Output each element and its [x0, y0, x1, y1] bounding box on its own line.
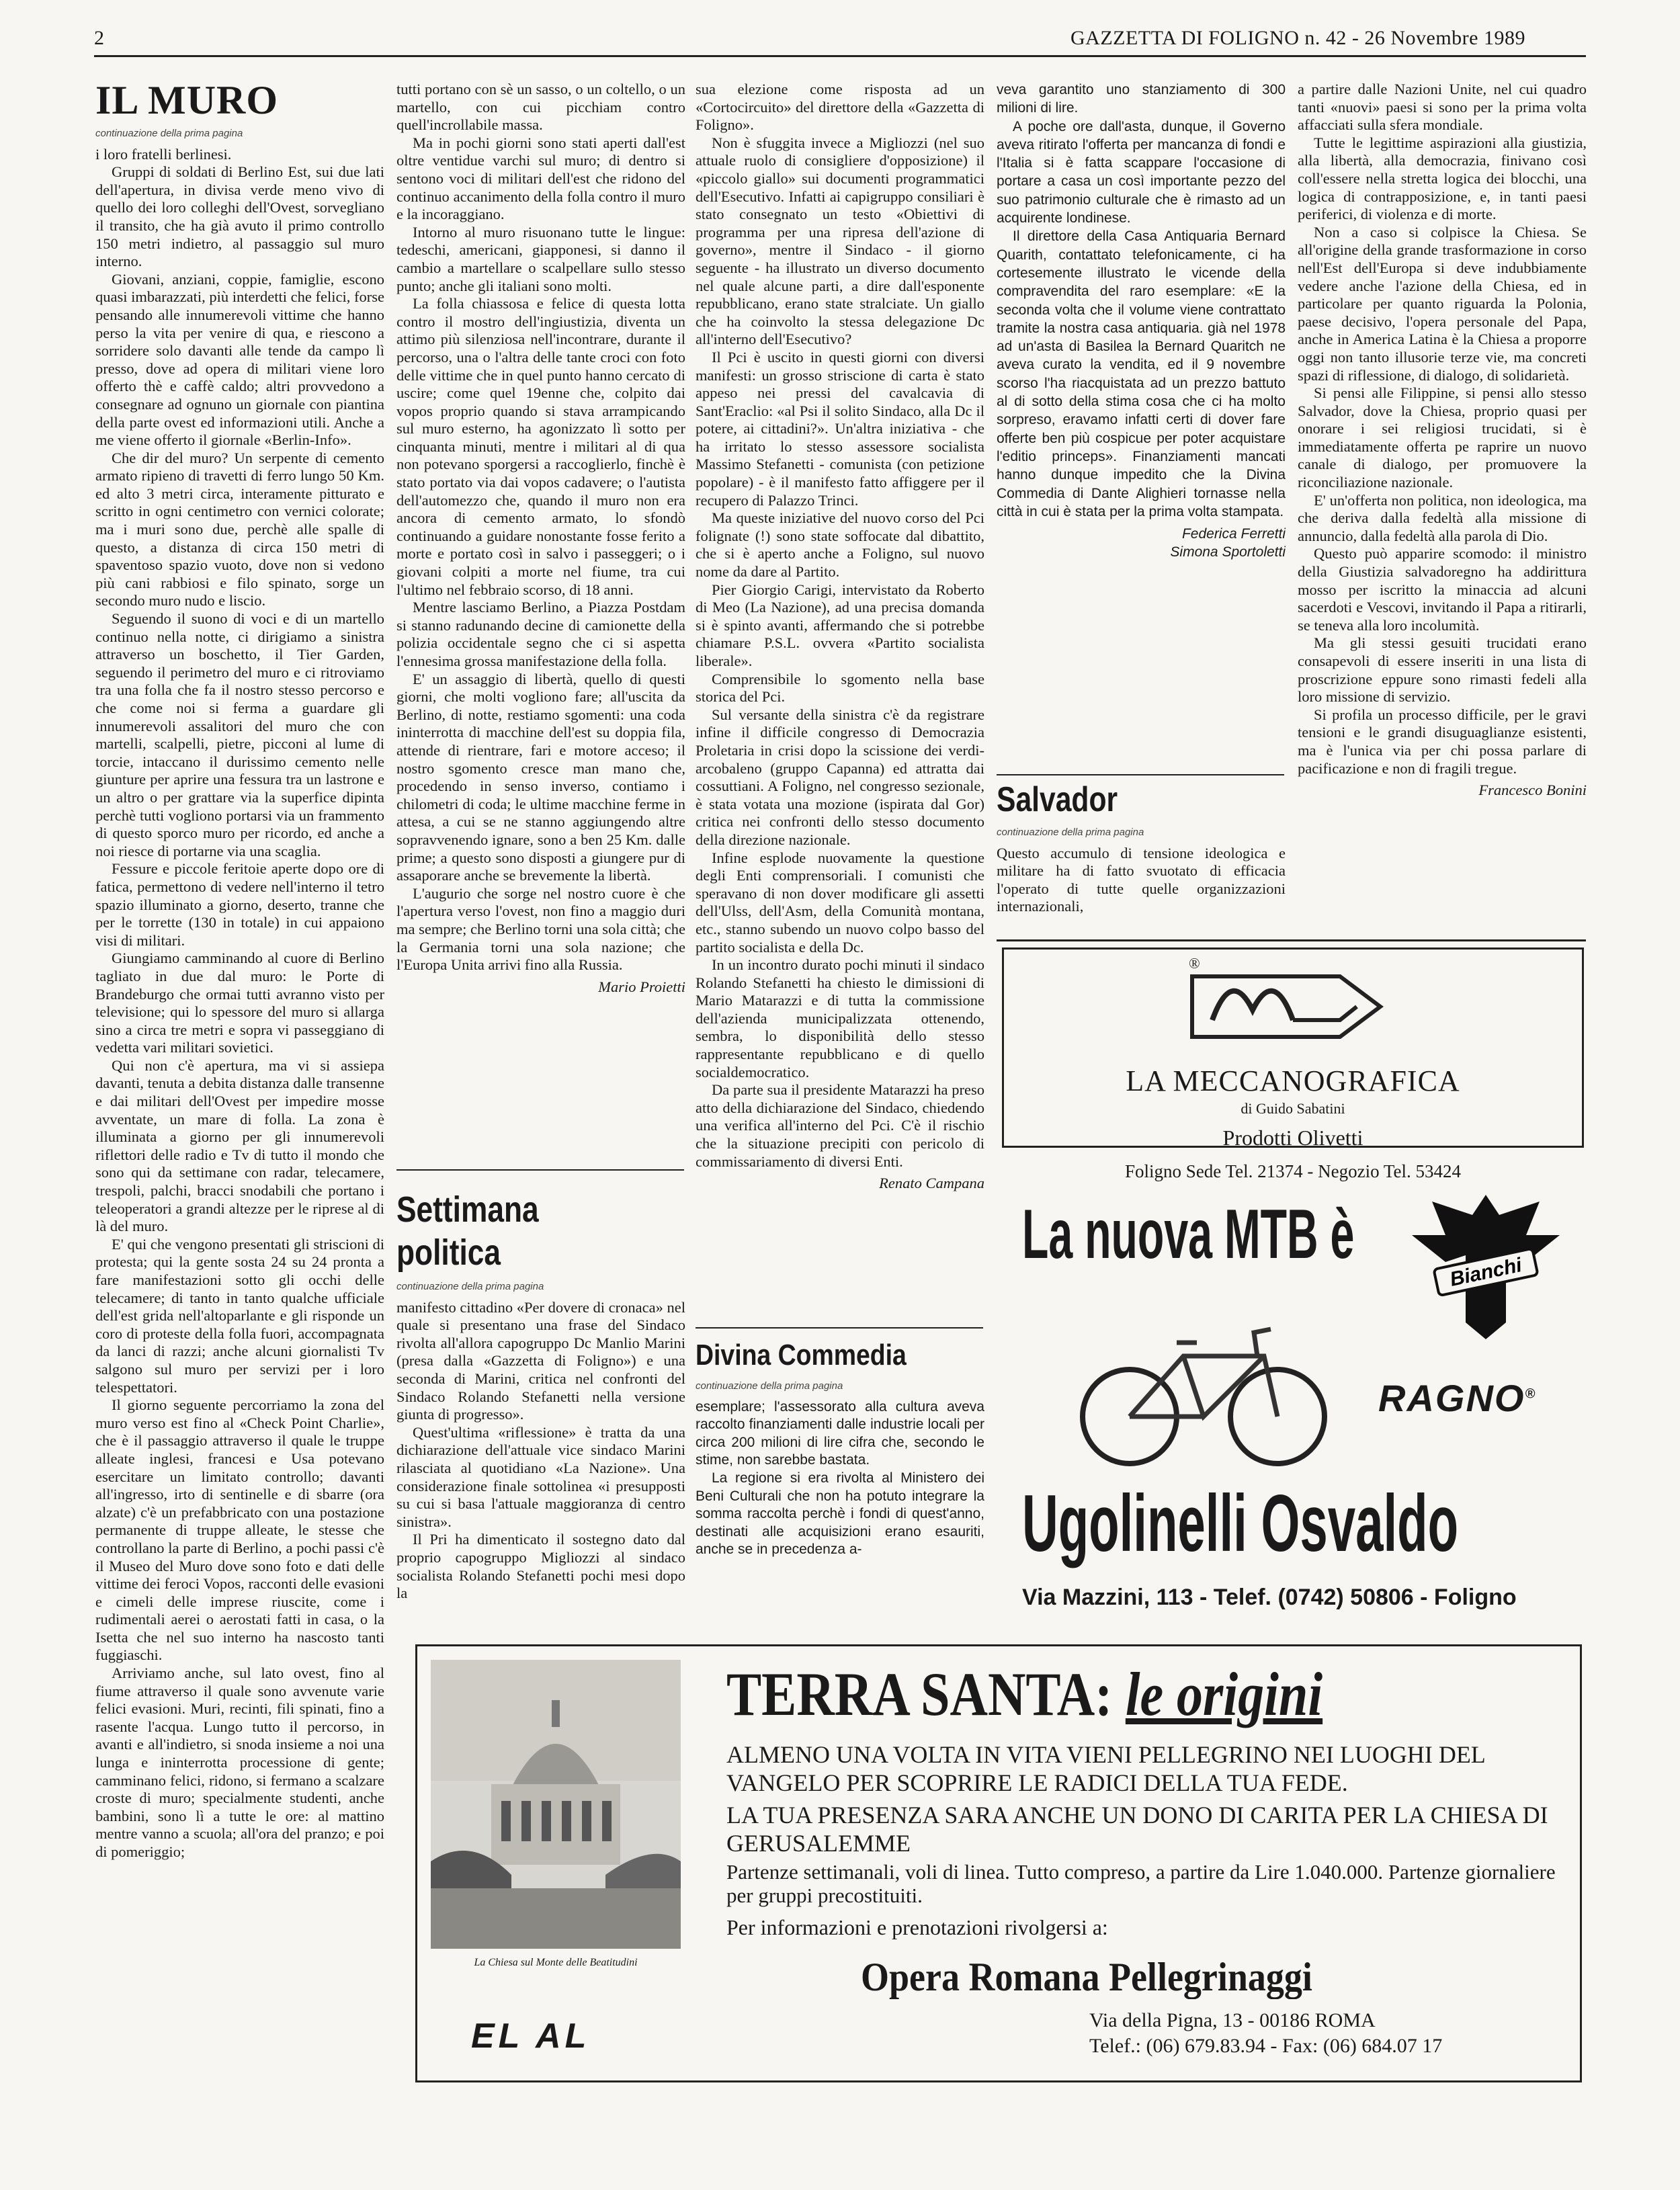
- article-body: [396, 1299, 685, 1424]
- paragraph: Non è sfuggita invece a Migliozzi (nel suo attuale ruolo di consigliere d'opposizione) il «piccolo giallo» sui documenti programmatici dell'Esecutivo. Infatti ai capigruppo consiliari è stato consegnato un testo «Obiettivi di programma per una ripresa dell'azione di governo», mentre il Sindaco - il giorno seguente - ha illustrato un diverso documento nel quale alcune parti, a dire dall'esponente repubblicano, erano state stralciate. Un giallo che ha coinvolto la stessa delegazione Dc all'interno dell'Esecutivo?: [696, 134, 984, 348]
- continuation-label: continuazione della prima pagina: [95, 128, 243, 139]
- ad-la-meccanografica: [1002, 947, 1584, 1148]
- article-body: [1298, 81, 1587, 134]
- article-body: [997, 845, 1286, 916]
- bicycle-photo: [1069, 1296, 1338, 1470]
- paragraph: Sul versante della sinistra c'è da registrare infine il difficile congresso di Democrazia Proletaria in crisi dopo la scissione dei verdi-arcobaleno (gruppo Capanna) ed attratta dai cossuttiani. A Foligno, nel congresso sezionale, è stata votata una mozione (ispirata dal Gor) critica nei confronti dello stesso documento della direzione nazionale.: [696, 706, 984, 848]
- ad-headline: La nuova MTB è: [1022, 1195, 1355, 1273]
- ad-mtb-bianchi: [1002, 1188, 1584, 1632]
- company-owner: di Guido Sabatini: [1241, 1100, 1345, 1117]
- ad-text-2: LA TUA PRESENZA SARA ANCHE UN DONO DI CARITA PER LA CHIESA DI GERUSALEMME: [726, 1802, 1548, 1857]
- paragraph: Che dir del muro? Un serpente di cemento armato ripieno di travetti di ferro lungo 50 Km. ed alto 3 metri circa, interamente pitturato e scritto in ogni centimetro con vernici colorate; ma i muri sono due, perchè alle spalle di questo, a distanza di circa 150 metri di spaventoso spazio vuoto, dove non si vedono più cani rabbiosi e filo spinato, sorge un secondo muro nudo e liscio.: [95, 449, 384, 609]
- article-body: [696, 81, 984, 134]
- article-title: IL MURO: [95, 79, 279, 122]
- el-al-logo: EL AL: [471, 2017, 591, 2056]
- article-salvador: [997, 780, 1286, 934]
- paragraph: Seguendo il suono di voci e di un martello continuo nella notte, ci dirigiamo a sinistra attraverso un boschetto, il Tier Garden, seguendo il perimetro del muro e ci ritroviamo tra una folla che fa il nostro stesso percorso e che come noi si ferma a guardare gli innumerevoli assalitori del muro che con martelli, scalpelli, pietre, picconi al lume di torcie, intaccano il durissimo cemento nelle giunture per aprire una fessura tra un lastrone e un altro o per grattare via la superfice dipinta perchè tutti vogliono portarsi via un frammento di questo sporco muro per ricordo, ed anche a noi riesce di portarne via una scaglia.: [95, 610, 384, 859]
- paragraph: Ma in pochi giorni sono stati aperti dall'est oltre ventidue varchi sul muro; di dentro si sentono voci di militari dell'est che ridono del continuo accanimento della folla contro il muro e la incoraggiano.: [396, 134, 685, 223]
- article-body: [997, 81, 1286, 118]
- company-contacts: Foligno Sede Tel. 21374 - Negozio Tel. 53424: [1125, 1161, 1461, 1181]
- paragraph: Il giorno seguente percorriamo la zona del muro verso est fino al «Check Point Charlie», che è il passaggio attraverso il quale le truppe alleate inglesi, francesi e Usa potevano esercitare un limitato controllo; davanti all'ingresso, irto di sentinelle e di sbarre (ora alzate) c'è un prefabbricato con una postazione permanente di truppe alleate, le stesse che controllano la parte di Berlino, a pochi passi c'è il Museo del Muro dove sono foto e dati delle vittime dei feroci Vopos, racconti delle evasioni e cimeli delle imprese riuscite, come i rudimentali aerei o aerostati fatti in casa, o la Isetta che nel suo interno ha nascosto tanti fuggiaschi.: [95, 1396, 384, 1664]
- section-rule: [997, 774, 1284, 775]
- model-label: RAGNO: [1378, 1377, 1525, 1419]
- article-body: [696, 1470, 984, 1559]
- paragraph: Il direttore della Casa Antiquaria Bernard Quarith, contattato telefonicamente, ci ha cortesemente illustrato le vicende della compravendita del raro esemplare: «E la seconda volta che il volume viene contrattato tramite la nostra casa antiquaria. già nel 1978 ad un'asta di Basilea la Bernard Quaritch ne aveva curato la vendita, ed il 9 novembre scorso l'ha riacquistata ad un prezzo battuto al di sotto della stima cosa che ci ha molto sorpreso, eravamo infatti certi di dover fare offerte ben più cospicue per poter acquistare l'editio princeps». Finanziamenti mancati hanno dunque impedito che la Divina Commedia di Dante Alighieri tornasse nella città in cui è stata per la prima volta stampata.: [997, 228, 1286, 519]
- section-rule: [696, 1327, 983, 1329]
- dealer-address: Via Mazzini, 113 - Telef. (0742) 50806 - Foligno: [1022, 1585, 1517, 1610]
- paragraph: Non a caso si colpisce la Chiesa. Se all'origine della grande trasformazione in corso nell'Est dell'Europa si deve indubbiamente vedere anche l'azione della Chiesa, ed in particolare per quanto riguarda la Polonia, paese decisivo, l'opera personale del Papa, anche in America Latina è la Chiesa a proporre oggi non tanto illusorie terze vie, ma concreti spazi di riflessione, di dialogo, di solidarietà.: [1298, 223, 1587, 384]
- bianchi-eagle-logo-icon: [1405, 1188, 1566, 1343]
- meccanografica-logo-icon: [1185, 970, 1387, 1044]
- dealer-name: Ugolinelli Osvaldo: [1022, 1478, 1459, 1568]
- paragraph: Si pensi alle Filippine, si pensi allo stesso Salvador, dove la Chiesa, proprio quasi per onorare i sei religiosi trucidati, si è immediatamente offerta pe raprire un nuovo canale di dialogo, per promuovere la riconciliazione nazionale.: [1298, 384, 1587, 491]
- paragraph: La regione si era rivolta al Ministero dei Beni Culturali che non ha potuto integrare la somma raccolta perchè i fondi di quest'anno, destinati alle acquisizioni erano esauriti, anche se in precedenza a-: [696, 1470, 984, 1558]
- article-title: Salvador: [997, 780, 1118, 819]
- company-products: Prodotti Olivetti: [1222, 1126, 1363, 1150]
- paragraph: manifesto cittadino «Per dovere di cronaca» nel quale si presentano una frase del Sindaco rivolta all'allora capogruppo Dc Manlio Marini (presa dalla «Gazzetta di Foligno») e una seconda di Marini, critica nel confronti del Sindaco Rolando Stefanetti nella versione giunta di progresso».: [396, 1298, 685, 1423]
- article-settimana-politica-col3: [696, 81, 984, 1337]
- registered-mark: ®: [1189, 955, 1200, 972]
- paragraph: a partire dalle Nazioni Unite, nel cui quadro tanti «nuovi» paesi si sono per la prima volta affacciati sulla sfera mondiale.: [1298, 81, 1587, 134]
- paragraph: Si profila un processo difficile, per le gravi tensioni e le grandi disuguaglianze esistenti, ma è l'unica via per chi possa parlare di pacificazione e non di fragili tregue.: [1298, 706, 1587, 777]
- paragraph: Ma queste iniziative del nuovo corso del Pci folignate (!) sono state soffocate dal dibattito, che si è aperto anche a Foligno, sul nuovo nome da dare al Partito.: [696, 509, 984, 581]
- author-signature: Francesco Bonini: [1478, 782, 1587, 799]
- paragraph: Quest'ultima «riflessione» è tratta da una dichiarazione dell'attuale vice sindaco Marini rilasciata al quotidiano «La Nazione». Una considerazione finale sottolinea «i presupposti su cui si basa l'attuale maggioranza di centro sinistra».: [396, 1423, 685, 1530]
- continuation-label: continuazione della prima pagina: [696, 1380, 843, 1392]
- article-body: [396, 1424, 685, 1603]
- paragraph: Arriviamo anche, sul lato ovest, fino al fiume attraverso il quale sono avvenute varie felici evasioni. Muri, recinti, fili spinati, fino a rasente l'acqua. Lungo tutto il percorso, in avanti e all'indietro, si snoda insieme a noi una lunga e ininterrotta processione di gente; camminano felici, ridono, si fermano a scalzare croste di muro; specialmente studenti, anche bambini, sono lì a tutte le ore: al mattino mentre vanno a scuola; all'ora del pranzo; e poi di pomeriggio;: [95, 1665, 384, 1860]
- article-body: [95, 146, 384, 164]
- paragraph: Gruppi di soldati di Berlino Est, sui due lati dell'apertura, in divisa verde meno vivo di quello dei loro colleghi dell'Ovest, sorvegliano il transito, che ha già avuto il primo controllo 150 metri indietro, al passaggio sul muro interno.: [95, 163, 384, 270]
- ad-title-italic: le origini: [1125, 1660, 1323, 1728]
- paragraph: E' qui che vengono presentati gli striscioni di protesta; qui la gente sosta 24 su 24 pronta a fare manifestazioni sotto gli occhi delle telecamere; di tanto in tanto qualche ufficiale dell'est grida nell'altoparlante e gli risponde un coro di proteste della folla fuori, accompagnata da lanci di razzi; anche alcuni giornalisti Tv salgono sul muro per servizi per i loro telespettatori.: [95, 1235, 384, 1396]
- paragraph: La folla chiassosa e felice di questa lotta contro il mostro dell'ingiustizia, diventa un attimo più silenziosa nell'incontrare, durante il percorso, una o l'altra delle tante croci con foto delle vittime che in quel punto hanno cercato di uscire; come quel 19enne che, colpito dai vopos proprio quando si stava arrampicando sul muro esterno, ha agonizzato lì sotto per cinquanta minuti, mentre i militari al di qua non potevano sporgersi a raccoglierlo, finchè è stato portato via dai vopos cadavere; o l'autista dell'automezzo che, quando il muro non era ancora di cemento armato, lo sfondò continuando a guidare nonostante fosse ferito a morte e portato così in salvo i passeggeri; o i giovani colpiti a morte nel fiume, tra cui l'ultimo nel febbraio scorso, di 18 anni.: [396, 295, 685, 598]
- paragraph: Questo può apparire scomodo: il ministro della Giustizia salvadoregno ha addirittura mosso per iscritto la minaccia ad alcuni sacerdoti e Vescovi, invitando il Papa a ritirarli, se teneva alla loro incolumità.: [1298, 545, 1587, 634]
- article-il-muro-col1: [95, 79, 384, 2102]
- model-name: [1378, 1376, 1536, 1420]
- article-body: [997, 118, 1286, 521]
- article-body: [696, 1398, 984, 1470]
- author-signature: Mario Proietti: [598, 978, 685, 995]
- organizer-name: Opera Romana Pellegrinaggi: [861, 1955, 1312, 1999]
- paragraph: Pier Giorgio Carigi, intervistato da Roberto di Meo (La Nazione), ad una precisa domanda si è spinto avanti, affermando che si potrebbe chiamare P.S.L. ovvera «Partito socialista liberale».: [696, 581, 984, 669]
- ad-title: [726, 1658, 1322, 1730]
- paragraph: Intorno al muro risuonano tutte le lingue: tedeschi, americani, giapponesi, si danno il cambio a martellare o scalpellare sullo stesso punto; anche gli italiani sono molti.: [396, 223, 685, 294]
- paragraph: L'augurio che sorge nel nostro cuore è che l'apertura verso l'ovest, non fino a maggio duri ma sempre; che Berlino torni una sola città; che la Germania torni una sola nazione; che l'Europa Unita arrivi fino alla Russia.: [396, 884, 685, 974]
- continuation-label: continuazione della prima pagina: [997, 827, 1144, 838]
- church-photo: [431, 1660, 681, 1949]
- author-signature: Renato Campana: [879, 1175, 984, 1192]
- paragraph: Infine esplode nuovamente la questione degli Enti comprensoriali. I comunisti che speravano di non dover modificare gli assetti dell'Ulss, dell'Asm, della Comunità montana, etc., stanno subendo un nuovo colpo basso del partito socialista e della Dc.: [696, 849, 984, 956]
- article-body: [1298, 134, 1587, 777]
- organizer-phone: Telef.: (06) 679.83.94 - Fax: (06) 684.07 17: [1089, 2035, 1443, 2057]
- article-title: politica: [396, 1232, 501, 1273]
- paragraph: A poche ore dall'asta, dunque, il Governo aveva ritirato l'offerta per mancanza di fondi e l'Italia si è fatta scappare l'occasione di portare a casa un così importante pezzo del suo patrimonio culturale che è rimasto ad un acquirente londinese.: [997, 118, 1286, 226]
- author-signature: Federica Ferretti: [1181, 526, 1286, 542]
- newspaper-masthead: GAZZETTA DI FOLIGNO n. 42 - 26 Novembre 1989: [1070, 27, 1525, 49]
- paragraph: Giovani, anziani, coppie, famiglie, escono quasi imbarazzati, più interdetti che felici, forse pensando alle innumerevoli vittime che hanno perso la vita per venire di qua, e riescono a sorridere solo davanti alle tende da campo lì presso, dove ad opera di militari viene loro offerto thè e caffè caldo; altri provvedono a consegnare ad ognuno un giornale con piantina della parte ovest ed informazioni utili. Anche a me viene offerto il giornale «Berlin-Info».: [95, 270, 384, 449]
- paragraph: Il Pci è uscito in questi giorni con diversi manifesti: un grosso striscione di carta è stato appeso nei pressi del cavalcavia di Sant'Eraclio: «al Psi il solito Sindaco, alla Dc il potere, ai cittadini?». Un'altra iniziativa - che ha irritato lo stesso assessore socialista Massimo Stefanetti - comunista (con petizione popolare) - è il manifesto fatto affiggere per il recupero di Palazzo Trinci.: [696, 348, 984, 509]
- paragraph: Mentre lasciamo Berlino, a Piazza Postdam si stanno radunando decine di camionette della polizia occidentale segno che ci si aspetta l'ennesima grossa manifestazione della folla.: [396, 599, 685, 669]
- paragraph: Giungiamo camminando al cuore di Berlino tagliato in due dal muro: le Porte di Brandeburgo che ormai tutti avranno visto per televisione; qui lo spessore del muro si allarga sino a circa tre metri e sopra vi passeggiano di vedetta vari militari sovietici.: [95, 950, 384, 1056]
- continuation-label: continuazione della prima pagina: [396, 1281, 544, 1292]
- ad-text-1: ALMENO UNA VOLTA IN VITA VIENI PELLEGRINO NEI LUOGHI DEL VANGELO PER SCOPRIRE LE RADICI DELLA TUA FEDE.: [726, 1741, 1485, 1796]
- bianchi-logo-text: Bianchi: [1447, 1254, 1524, 1291]
- ad-text-4: Per informazioni e prenotazioni rivolgersi a:: [726, 1915, 1108, 1939]
- paragraph: veva garantito uno stanziamento di 300 milioni di lire.: [997, 82, 1286, 116]
- paragraph: i loro fratelli berlinesi.: [95, 145, 232, 163]
- section-rule: [997, 939, 1586, 941]
- paragraph: Questo accumulo di tensione ideologica e militare ha di fatto svuotato di efficacia l'operato di tutte quelle organizzazioni internazionali,: [997, 844, 1286, 915]
- article-title: Divina Commedia: [696, 1339, 907, 1372]
- organizer-address: Via della Pigna, 13 - 00186 ROMA: [1089, 2009, 1376, 2031]
- company-name: LA MECCANOGRAFICA: [1126, 1064, 1460, 1097]
- paragraph: Ma gli stessi gesuiti trucidati erano consapevoli di essere inseriti in una lista di proscrizione eppure sono rimasti fedeli alla loro missione di servizio.: [1298, 634, 1587, 706]
- paragraph: tutti portano con sè un sasso, o un coltello, o un martello, con cui picchiam contro quell'incrollabile massa.: [396, 81, 685, 134]
- article-title: Settimana: [396, 1189, 539, 1230]
- registered-mark: ®: [1525, 1386, 1537, 1402]
- paragraph: Da parte sua il presidente Matarazzi ha preso atto della dichiarazione del Sindaco, chiedendo una verifica all'interno del Pci. C'è il rischio che la situazione precipiti con pericolo di commissariamento di diversi Enti.: [696, 1081, 984, 1170]
- ad-terra-santa: [415, 1644, 1582, 2082]
- photo-caption: La Chiesa sul Monte delle Beatitudini: [474, 1957, 638, 1968]
- paragraph: E' un'offerta non politica, non ideologica, ma che deriva dalla fedeltà alla missione di annuncio, dalla fedeltà alla parola di Dio.: [1298, 491, 1587, 544]
- article-divina-commedia-col4: [997, 81, 1286, 773]
- article-body: [696, 134, 984, 1171]
- paragraph: E' un assaggio di libertà, quello di questi giorni, che molti vogliono fare; all'uscita da Berlino, di notte, restiamo sgomenti: una coda ininterrotta di macchine dell'est su doppia fila, attende di rientrare, fari e motore acceso; il nostro sgomento cresce man mano che, procedendo in senso inverso, contiamo i chilometri di coda; le ultime macchine ferme in attesa, a cui se ne stanno aggiungendo altre sopravvenendo ignare, sono a ben 25 Km. dalle prime; a questo sono disposti a giungere pur di assaporare anche se brevemente la libertà.: [396, 670, 685, 884]
- paragraph: Fessure e piccole feritoie aperte dopo ore di fatica, permettono di vedere nell'interno il tetro spazio illuminato a giorno, deserto, tranne che per le torrette (130 in totale) in cui appaiono visi di militari.: [95, 860, 384, 949]
- article-salvador-col5: [1298, 81, 1587, 947]
- author-signature: Simona Sportoletti: [1170, 544, 1286, 560]
- ad-text-3: Partenze settimanali, voli di linea. Tutto compreso, a partire da Lire 1.040.000. Partenze giornaliere per gruppi precostituiti.: [726, 1860, 1556, 1907]
- paragraph: Comprensibile lo sgomento nella base storica del Pci.: [696, 670, 984, 706]
- header-rule: [94, 55, 1586, 57]
- article-body: [95, 163, 384, 1861]
- ad-title-main: TERRA SANTA:: [726, 1660, 1113, 1728]
- paragraph: Qui non c'è apertura, ma vi si assiepa davanti, tenuta a debita distanza dalle transenne e dai militari dell'Ovest per impedire mosse avventate, un mare di folla. La zona è illuminata a giorno per gli innumerevoli riflettori delle radio e Tv di tutto il mondo che sono qui da settimane con radar, telecamere, trespoli, palchi, bracci snodabili che portano i teleoperatori a grandi altezze per le riprese al di là del muro.: [95, 1056, 384, 1235]
- paragraph: esemplare; l'assessorato alla cultura aveva raccolto finanziamenti dalle industrie locali per circa 200 milioni di lire cifra che, secondo le stime, non sarebbe bastata.: [696, 1398, 984, 1468]
- paragraph: sua elezione come risposta ad un «Cortocircuito» del direttore della «Gazzetta di Foligno».: [696, 81, 984, 134]
- article-il-muro-col2: [396, 81, 685, 1156]
- paragraph: Il Pri ha dimenticato il sostegno dato dal proprio capogruppo Migliozzi al sindaco socialista Rolando Stefanetti pochi mesi dopo la: [396, 1531, 685, 1602]
- section-rule: [396, 1169, 684, 1171]
- paragraph: Tutte le legittime aspirazioni alla giustizia, alla libertà, alla democrazia, finivano così coll'essere nella stretta logica dei blocchi, una logica di contrapposizione, e, in tanti paesi periferici, di violenza e di morte.: [1298, 134, 1587, 223]
- page-number: 2: [94, 27, 104, 49]
- paragraph: In un incontro durato pochi minuti il sindaco Rolando Stefanetti ha chiesto le dimissioni di Mario Matarazzi e di tutta la commissione dell'azienda municipalizzata ottenendo, sembra, lo disponibilità dello stesso rappresentante repubblicano e di quello socialdemocratico.: [696, 956, 984, 1081]
- article-body: [396, 81, 685, 974]
